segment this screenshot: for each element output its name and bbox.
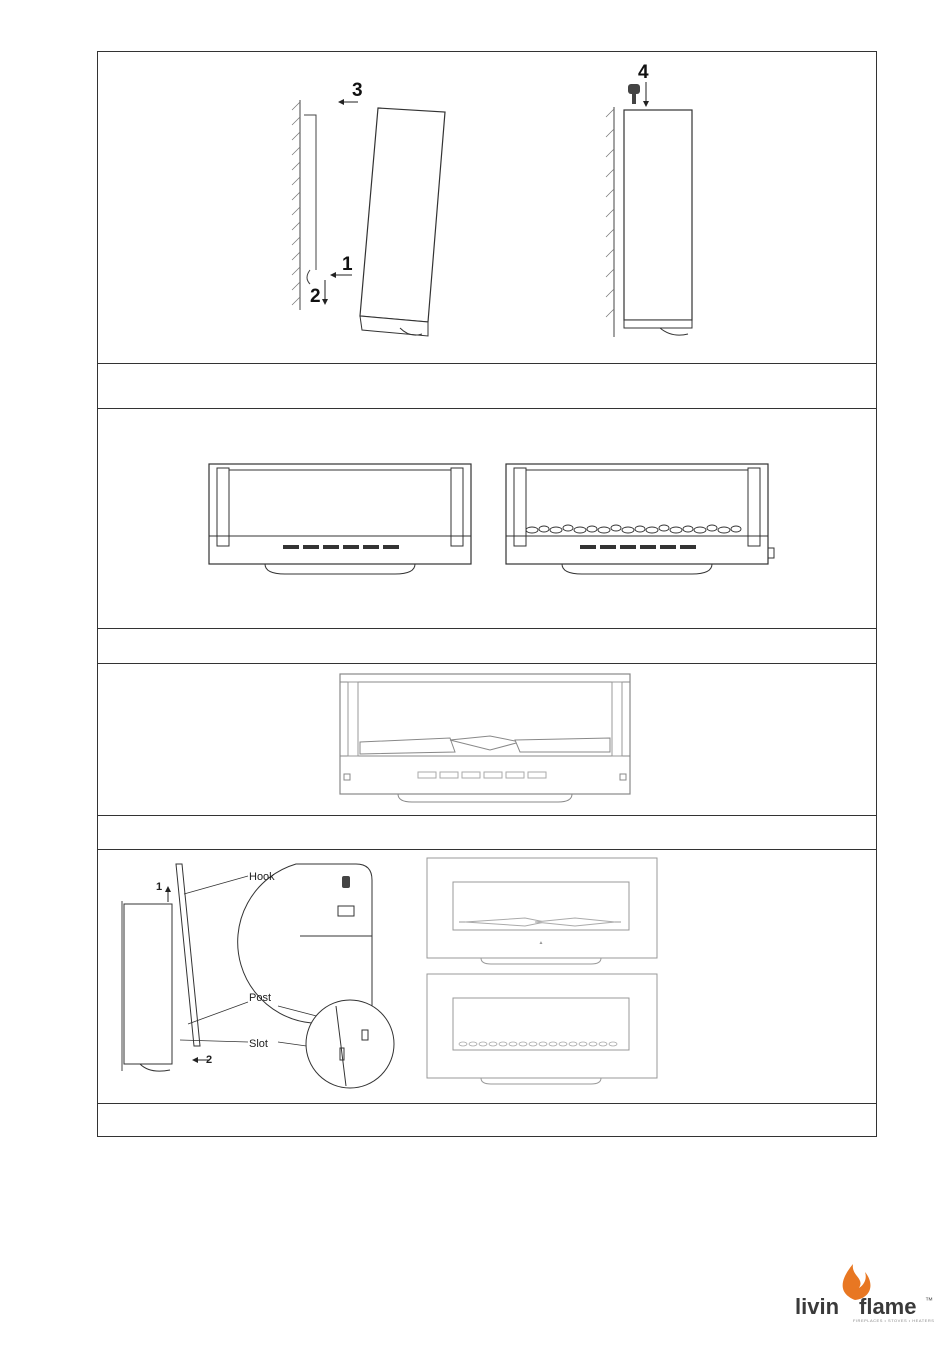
logo-tagline: FIREPLACES • STOVES • HEATERS [853, 1318, 935, 1323]
wall-mount-fixed-diagram [600, 62, 720, 347]
post-label: Post [249, 992, 272, 1004]
step-2-label: 2 [310, 286, 321, 307]
wall-mount-tilt-diagram [280, 80, 470, 350]
step-1-label: 1 [342, 254, 353, 275]
step-3-label: 3 [352, 80, 363, 101]
glass-panel-install-diagram [110, 856, 410, 1101]
finished-front-views-diagram [425, 856, 660, 1086]
row-divider [97, 363, 877, 364]
row-divider [97, 849, 877, 850]
svg-text:▲: ▲ [538, 940, 544, 946]
front-view-pebbles-diagram [502, 460, 777, 580]
hook-label: Hook [249, 871, 275, 883]
slot-label: Slot [249, 1038, 268, 1050]
row-divider [97, 1103, 877, 1104]
row-divider [97, 628, 877, 629]
detail-step-1-label: 1 [156, 881, 163, 893]
step-4-label: 4 [638, 62, 649, 83]
logo-word-livin: livin [795, 1294, 840, 1319]
livin-flame-logo [795, 1262, 935, 1332]
front-view-empty-diagram [205, 460, 475, 580]
logo-word-flame: flame [859, 1294, 917, 1319]
row-divider [97, 408, 877, 409]
front-view-logs-diagram [330, 664, 643, 814]
detail-step-2-label: 2 [206, 1054, 213, 1066]
row-divider [97, 815, 877, 816]
trademark-symbol: ™ [925, 1296, 933, 1305]
